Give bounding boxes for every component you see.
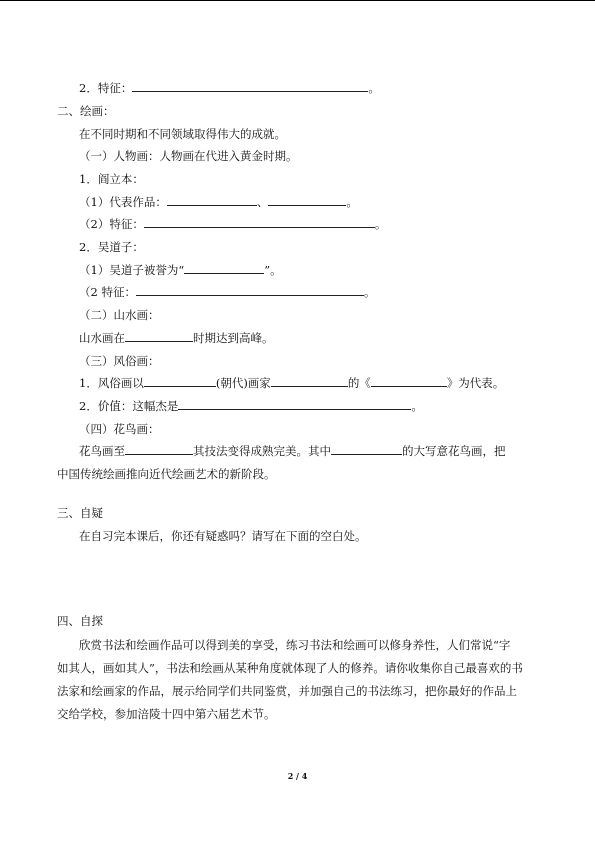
- heading-self-explore: 四、自探: [57, 614, 103, 628]
- text: 时期达到高峰。: [193, 331, 274, 345]
- blank: [125, 330, 193, 342]
- page-top-rule: [0, 0, 595, 1]
- line-bird-flower-1: [79, 443, 506, 459]
- subheading-genre-painting: （三）风俗画：: [79, 354, 160, 368]
- paragraph: 在不同时期和不同领域取得伟大的成就。: [79, 127, 286, 141]
- text: ”。: [264, 263, 282, 277]
- line-value: [79, 398, 423, 414]
- heading-self-question: 三、自疑: [57, 506, 103, 520]
- blank: [132, 80, 368, 92]
- blank: [184, 262, 264, 274]
- item-wu-daozi: 2．吴道子：: [79, 240, 144, 254]
- blank: [271, 375, 348, 387]
- text: 。: [411, 399, 423, 413]
- line-landscape-peak: [79, 330, 274, 346]
- line-praised-as: [79, 262, 282, 278]
- subheading-figure-painting: （一）人物画：人物画在代进入黄金时期。: [79, 149, 298, 163]
- text: 其技法变得成熟完美。其中: [193, 444, 331, 458]
- blank: [167, 194, 257, 206]
- blank: [178, 398, 411, 410]
- text: 的《: [347, 376, 371, 390]
- text: 、: [256, 195, 269, 209]
- text: 》为代表。: [446, 376, 505, 390]
- blank: [125, 443, 193, 455]
- blank: [144, 375, 216, 387]
- line-representative-works: [79, 194, 358, 210]
- page-number: 2 / 4: [287, 771, 308, 781]
- paragraph-line-1: 欣赏书法和绘画作品可以得到美的享受，练习书法和绘画可以修身养性，人们常说“字: [79, 638, 511, 652]
- line-genre-representative: [79, 375, 504, 391]
- blank: [371, 375, 447, 387]
- paragraph-self-question: 在自习完本课后，你还有疑惑吗？请写在下面的空白处。: [79, 529, 367, 543]
- text: 。: [368, 81, 380, 95]
- blank: [136, 284, 364, 296]
- text: 。: [346, 195, 358, 209]
- text: (朝代)画家: [215, 376, 271, 390]
- paragraph-line-3: 法家和绘画家的作品，展示给同学们共同鉴赏，并加强自己的书法练习，把你最好的作品上: [57, 684, 517, 698]
- text: 的大写意花鸟画，把: [402, 444, 506, 458]
- text: 。: [363, 285, 376, 299]
- text: 山水画在: [79, 331, 125, 345]
- text: （2 特征：: [79, 285, 136, 299]
- line-feature-wu: [79, 284, 375, 300]
- line-feature-2: [79, 80, 380, 96]
- text: 2．价值：这幅杰是: [79, 399, 179, 413]
- text: 。: [374, 217, 387, 231]
- subheading-landscape: （二）山水画：: [79, 308, 160, 322]
- heading-painting: 二、绘画：: [57, 104, 115, 118]
- blank: [144, 216, 375, 228]
- text: 1．风俗画以: [79, 376, 144, 390]
- item-yan-liben: 1．阎立本：: [79, 172, 144, 186]
- blank: [331, 443, 402, 455]
- text: （1）吴道子被誉为“: [79, 263, 185, 277]
- text: （2）特征：: [79, 217, 144, 231]
- text: 花鸟画至: [79, 444, 125, 458]
- line-feature-yan: [79, 216, 386, 232]
- text: 2．特征：: [79, 81, 133, 95]
- subheading-bird-flower: （四）花鸟画：: [79, 422, 160, 436]
- blank: [268, 194, 346, 206]
- text: （1）代表作品：: [79, 195, 167, 209]
- line-bird-flower-2: 中国传统绘画推向近代绘画艺术的新阶段。: [57, 467, 276, 481]
- paragraph-line-4: 交给学校，参加涪陵十四中第六届艺术节。: [57, 707, 276, 721]
- paragraph-line-2: 如其人，画如其人”，书法和绘画从某种角度就体现了人的修养。请你收集你自己最喜欢的书: [57, 661, 523, 675]
